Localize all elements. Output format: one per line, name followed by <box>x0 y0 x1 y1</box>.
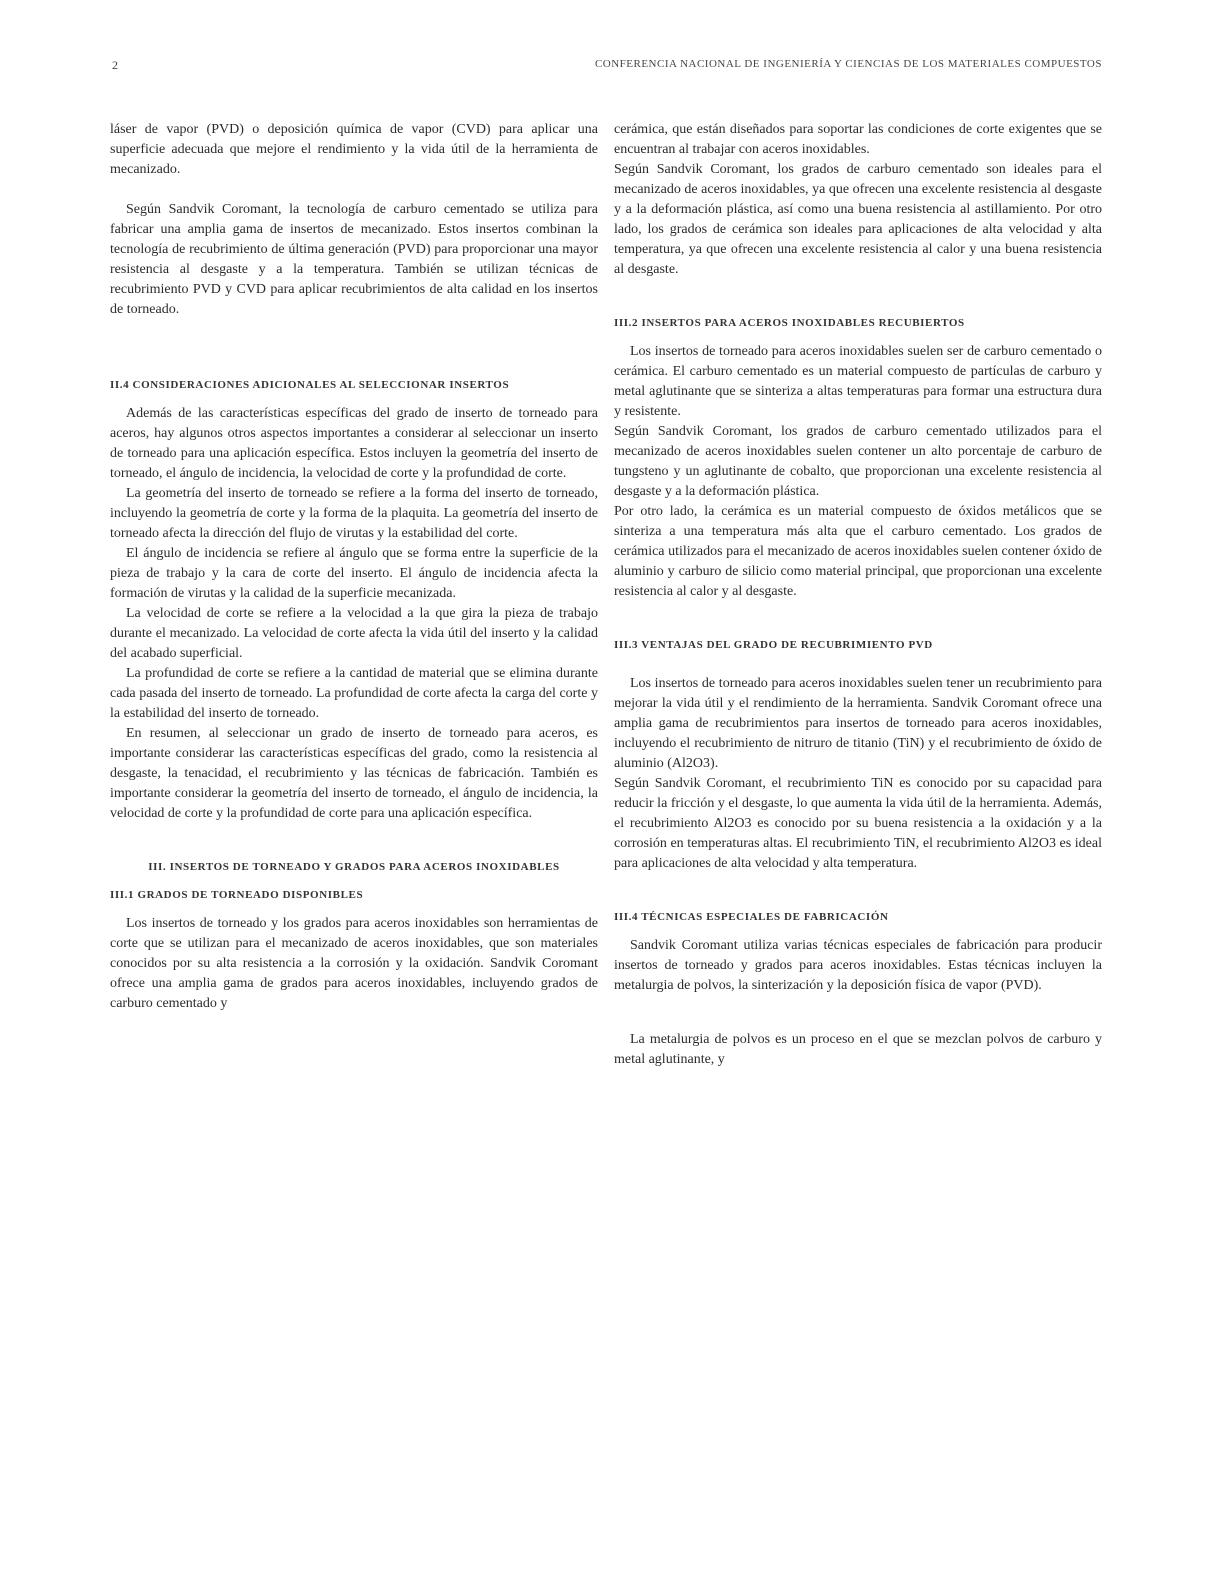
spacer <box>110 180 598 200</box>
body-paragraph: Los insertos de torneado y los grados para aceros inoxidables son herramientas de corte que se utilizan para el mecanizado de aceros inoxidables, que son materiales conocidos por su alta resistencia a la corrosión y la oxidación. Sandvik Coromant ofrece una amplia gama de grados para aceros inoxidables, incluyendo grados de carburo cementado y <box>110 916 598 1011</box>
body-paragraph: La velocidad de corte se refiere a la velocidad a la que gira la pieza de trabajo durante el mecanizado. La velocidad de corte afecta la vida útil del inserto y la calidad del acabado superficial. <box>110 606 598 661</box>
spacer <box>614 654 1102 674</box>
spacer <box>614 280 1102 314</box>
spacer <box>614 926 1102 936</box>
running-title: CONFERENCIA NACIONAL DE INGENIERÍA Y CIENCIAS DE LOS MATERIALES COMPUESTOS <box>594 58 1102 70</box>
running-header <box>112 58 1102 78</box>
body-paragraph: láser de vapor (PVD) o deposición química de vapor (CVD) para aplicar una superficie adecuada que mejore el rendimiento y la vida útil de la herramienta de mecanizado. <box>110 122 598 177</box>
section-heading: III. INSERTOS DE TORNEADO Y GRADOS PARA ACEROS INOXIDABLES <box>148 861 560 873</box>
body-paragraph: cerámica, que están diseñados para soportar las condiciones de corte exigentes que se encuentran al trabajar con aceros inoxidables. <box>614 122 1102 157</box>
body-paragraph: Además de las características específicas del grado de inserto de torneado para aceros, hay algunos otros aspectos importantes a considerar al seleccionar un inserto de torneado para una aplicación específica. Estos incluyen la geometría del inserto de torneado, el ángulo de incidencia, la velocidad de corte y la profundidad de corte. <box>110 406 598 481</box>
body-paragraph: Según Sandvik Coromant, el recubrimiento TiN es conocido por su capacidad para reducir la fricción y el desgaste, lo que aumenta la vida útil de la herramienta. Además, el recubrimiento Al2O3 es conocido por su buena resistencia a la oxidación y a la corrosión en temperaturas altas. El recubrimiento TiN, el recubrimiento Al2O3 es ideal para aplicaciones de alta velocidad y alta temperatura. <box>614 776 1102 871</box>
body-paragraph: La profundidad de corte se refiere a la cantidad de material que se elimina durante cada pasada del inserto de torneado. La profundidad de corte afecta la carga del corte y la estabilidad del inserto de torneado. <box>110 666 598 721</box>
right-column <box>614 120 1102 1070</box>
spacer <box>110 904 598 914</box>
body-paragraph: En resumen, al seleccionar un grado de inserto de torneado para aceros, es importante considerar las características específicas del grado, como la resistencia al desgaste, la tenacidad, el recubrimiento y las técnicas de fabricación. También es importante considerar la geometría del inserto de torneado, el ángulo de incidencia, la velocidad de corte y la profundidad de corte para una aplicación específica. <box>110 726 598 821</box>
section-heading: III.2 INSERTOS PARA ACEROS INOXIDABLES RECUBIERTOS <box>614 317 965 329</box>
body-paragraph: Según Sandvik Coromant, los grados de carburo cementado utilizados para el mecanizado de aceros inoxidables suelen contener un alto porcentaje de carburo de tungsteno y un aglutinante de cobalto, que proporcionan una excelente resistencia al desgaste y a la deformación plástica. <box>614 424 1102 499</box>
spacer <box>614 602 1102 636</box>
spacer <box>614 996 1102 1030</box>
body-paragraph: La metalurgia de polvos es un proceso en el que se mezclan polvos de carburo y metal aglutinante, y <box>614 1032 1102 1067</box>
spacer <box>110 876 598 886</box>
body-paragraph: Según Sandvik Coromant, los grados de carburo cementado son ideales para el mecanizado de aceros inoxidables, ya que ofrecen una excelente resistencia al desgaste y a la deformación plástica, así como una buena resistencia al astillamiento. Por otro lado, los grados de cerámica son ideales para aplicaciones de alta velocidad y alta temperatura, ya que ofrecen una excelente resistencia al calor y una buena resistencia al desgaste. <box>614 162 1102 277</box>
body-paragraph: Por otro lado, la cerámica es un material compuesto de óxidos metálicos que se sinteriza a una temperatura más alta que el carburo cementado. Los grados de cerámica utilizados para el mecanizado de aceros inoxidables suelen contener óxido de aluminio y carburo de silicio como material principal, que proporcionan una excelente resistencia al calor y al desgaste. <box>614 504 1102 599</box>
section-heading: III.4 TÉCNICAS ESPECIALES DE FABRICACIÓN <box>614 911 889 923</box>
section-heading: III.1 GRADOS DE TORNEADO DISPONIBLES <box>110 889 364 901</box>
section-heading: II.4 CONSIDERACIONES ADICIONALES AL SELECCIONAR INSERTOS <box>110 379 510 391</box>
section-heading: III.3 VENTAJAS DEL GRADO DE RECUBRIMIENTO PVD <box>614 639 933 651</box>
spacer <box>110 824 598 858</box>
body-paragraph: Los insertos de torneado para aceros inoxidables suelen tener un recubrimiento para mejorar la vida útil y el rendimiento de la herramienta. Sandvik Coromant ofrece una amplia gama de recubrimientos para insertos de torneado para aceros inoxidables, incluyendo el recubrimiento de nitruro de titanio (TiN) y el recubrimiento de óxido de aluminio (Al2O3). <box>614 676 1102 771</box>
body-paragraph: Según Sandvik Coromant, la tecnología de carburo cementado se utiliza para fabricar una amplia gama de insertos de mecanizado. Estos insertos combinan la tecnología de recubrimiento de última generación (PVD) para proporcionar una mayor resistencia al desgaste y a la temperatura. También se utilizan técnicas de recubrimiento PVD y CVD para aplicar recubrimientos de alta calidad en los insertos de torneado. <box>110 202 598 317</box>
page-number: 2 <box>112 58 119 72</box>
spacer <box>110 394 598 404</box>
spacer <box>614 874 1102 908</box>
body-paragraph: Sandvik Coromant utiliza varias técnicas especiales de fabricación para producir insertos de torneado y grados para aceros inoxidables. Estas técnicas incluyen la metalurgia de polvos, la sinterización y la deposición física de vapor (PVD). <box>614 938 1102 993</box>
body-paragraph: El ángulo de incidencia se refiere al ángulo que se forma entre la superficie de la pieza de trabajo y la cara de corte del inserto. El ángulo de incidencia afecta la formación de virutas y la calidad de la superficie mecanizada. <box>110 546 598 601</box>
body-paragraph: La geometría del inserto de torneado se refiere a la forma del inserto de torneado, incluyendo la geometría de corte y la forma de la plaquita. La geometría del inserto de torneado afecta la dirección del flujo de virutas y la estabilidad del corte. <box>110 486 598 541</box>
left-column <box>110 120 598 1014</box>
body-paragraph: Los insertos de torneado para aceros inoxidables suelen ser de carburo cementado o cerámica. El carburo cementado es un material compuesto de partículas de carburo y metal aglutinante que se sinteriza a altas temperaturas para formar una estructura dura y resistente. <box>614 344 1102 419</box>
spacer <box>110 320 598 376</box>
spacer <box>614 332 1102 342</box>
